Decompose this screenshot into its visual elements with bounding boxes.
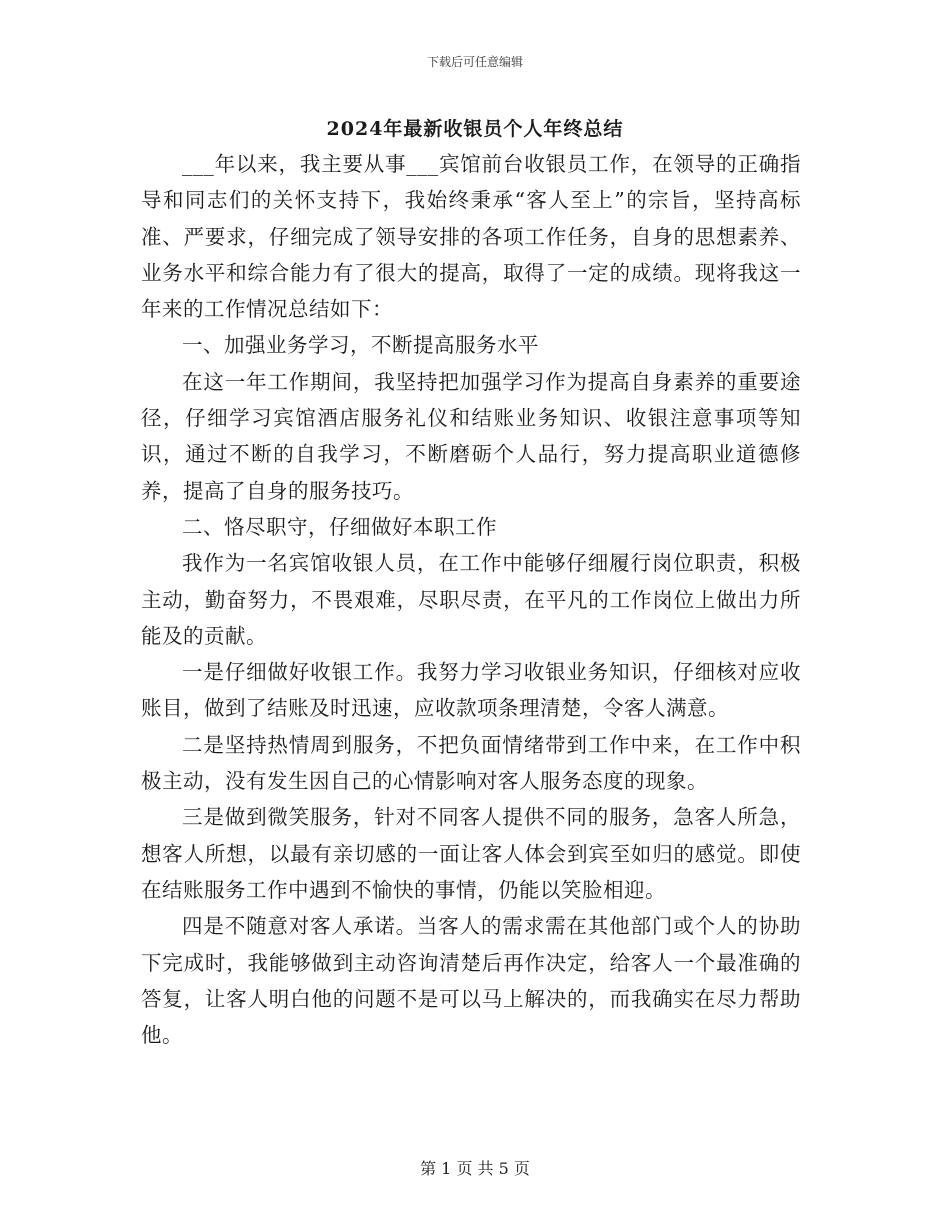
- paragraph-point-4: 四是不随意对客人承诺。当客人的需求需在其他部门或个人的协助下完成时，我能够做到主动咨询清楚后再作决定，给客人一个最准确的答复，让客人明白他的问题不是可以马上解决的，而我确实在尽力帮助他。: [141, 914, 801, 1048]
- paragraph-point-2: 二是坚持热情周到服务，不把负面情绪带到工作中来，在工作中积极主动，没有发生因自己的心情影响对客人服务态度的现象。: [141, 732, 801, 794]
- paragraph-point-1: 一是仔细做好收银工作。我努力学习收银业务知识，仔细核对应收账目，做到了结账及时迅速，应收款项条理清楚，令客人满意。: [141, 660, 801, 721]
- document-body: [141, 146, 801, 1053]
- document-title: 2024年最新收银员个人年终总结: [326, 118, 624, 140]
- section-heading-1: 一、加强业务学习，不断提高服务水平: [182, 333, 539, 358]
- paragraph-intro: ___年以来，我主要从事___宾馆前台收银员工作，在领导的正确指导和同志们的关怀支持下，我始终秉承“客人至上”的宗旨，坚持高标准、严要求，仔细完成了领导安排的各项工作任务，自身的思想素养、业务水平和综合能力有了很大的提高，取得了一定的成绩。现将我这一年来的工作情况总结如下：: [141, 152, 801, 322]
- header-note: 下载后可任意编辑: [426, 55, 523, 69]
- paragraph-section-2: 我作为一名宾馆收银人员，在工作中能够仔细履行岗位职责，积极主动，勤奋努力，不畏艰难，尽职尽责，在平凡的工作岗位上做出力所能及的贡献。: [141, 551, 801, 648]
- page-number: 第 1 页 共 5 页: [420, 1159, 530, 1178]
- paragraph-section-1: 在这一年工作期间，我坚持把加强学习作为提高自身素养的重要途径，仔细学习宾馆酒店服务礼仪和结账业务知识、收银注意事项等知识，通过不断的自我学习，不断磨砺个人品行，努力提高职业道德修养，提高了自身的服务技巧。: [141, 369, 801, 503]
- paragraph-point-3: 三是做到微笑服务，针对不同客人提供不同的服务，急客人所急，想客人所想，以最有亲切感的一面让客人体会到宾至如归的感觉。即使在结账服务工作中遇到不愉快的事情，仍能以笑脸相迎。: [141, 805, 801, 902]
- section-heading-2: 二、恪尽职守，仔细做好本职工作: [182, 514, 497, 539]
